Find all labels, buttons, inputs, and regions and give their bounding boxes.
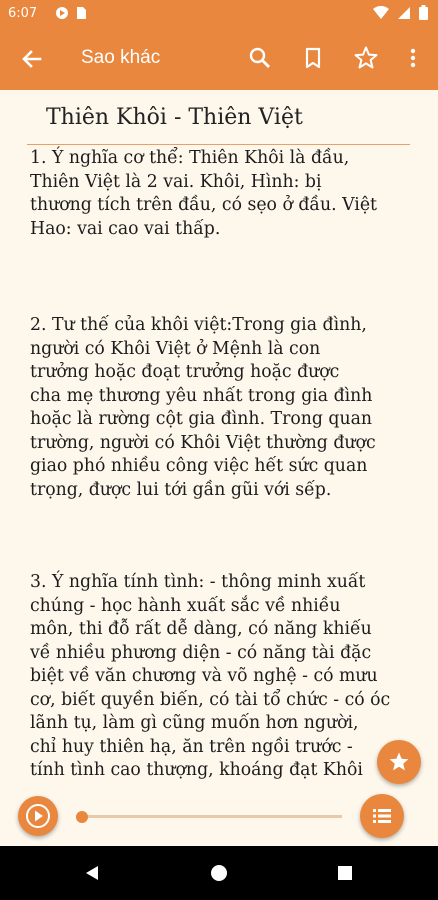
paragraph-2 [30, 314, 400, 502]
article-heading: Thiên Khôi - Thiên Việt [46, 105, 303, 130]
text-line: 2. Tư thế của khôi việt:Trong gia đình, [30, 315, 367, 335]
text-line: trọng, được lui tới gần gũi với sếp. [30, 479, 332, 500]
star-filled-icon [387, 750, 411, 778]
list-icon [371, 805, 393, 831]
text-line: trưởng hoặc đoạt trưởng hoặc được [30, 362, 340, 382]
signal-icon [397, 6, 411, 24]
text-line: 1. Ý nghĩa cơ thể: Thiên Khôi là đầu, [30, 148, 350, 168]
progress-track [76, 815, 342, 818]
text-line: về nhiều phương diện - có năng tài đặc [30, 642, 372, 663]
back-arrow-icon[interactable] [18, 45, 46, 73]
text-line: 3. Ý nghĩa tính tình: - thông minh xuất [30, 572, 366, 592]
progress-thumb[interactable] [76, 811, 88, 823]
text-line: tính tình cao thượng, khoáng đạt Khôi [30, 760, 363, 780]
text-line: Thiên Việt là 2 vai. Khôi, Hình: bị [30, 171, 322, 192]
text-line: chúng - học hành xuất sắc về nhiều [30, 595, 341, 616]
play-icon [23, 801, 53, 835]
chapter-list-button[interactable] [360, 794, 404, 838]
text-line: lãnh tụ, làm gì cũng muốn hơn người, [30, 713, 359, 733]
paragraph-1 [30, 147, 400, 241]
audio-player [0, 790, 438, 846]
battery-icon [419, 5, 428, 24]
more-icon[interactable] [399, 44, 427, 72]
nav-recents-icon[interactable] [336, 864, 354, 886]
progress-slider[interactable] [76, 814, 342, 820]
text-line: trường, người có Khôi Việt thường được [30, 432, 376, 453]
system-nav-bar [0, 846, 438, 900]
text-line: thương tích trên đầu, có sẹo ở đầu. Việt [30, 195, 378, 215]
status-bar [0, 0, 438, 28]
text-line: Hao: vai cao vai thấp. [30, 218, 221, 239]
star-icon[interactable] [352, 44, 380, 72]
text-line: chỉ huy thiên hạ, ăn trên ngồi trước - [30, 736, 353, 757]
text-line: biệt về văn chương và võ nghệ - có mưu [30, 666, 378, 686]
play-button[interactable] [18, 796, 58, 836]
article-content [0, 90, 438, 790]
bookmark-icon[interactable] [299, 44, 327, 72]
app-icon [55, 6, 69, 24]
paragraph-3 [30, 571, 400, 783]
nav-home-icon[interactable] [210, 864, 228, 886]
heading-divider [27, 144, 410, 145]
favorite-fab[interactable] [377, 740, 421, 784]
app-bar [0, 28, 438, 90]
text-line: hoặc là rường cột gia đình. Trong quan [30, 409, 373, 429]
app-bar-title: Sao khác [81, 47, 161, 68]
text-line: cha mẹ thương yêu nhất trong gia đình [30, 385, 373, 406]
nav-back-icon[interactable] [83, 864, 101, 886]
text-line: cơ, biết quyền biến, có tài tổ chức - có óc [30, 689, 391, 710]
wifi-icon [373, 6, 389, 24]
status-time: 6:07 [8, 6, 38, 21]
search-icon[interactable] [246, 44, 274, 72]
text-line: người có Khôi Việt ở Mệnh là con [30, 338, 321, 359]
text-line: môn, thi đỗ rất dễ dàng, có năng khiếu [30, 619, 372, 639]
file-icon [75, 6, 87, 24]
text-line: giao phó nhiều công việc hết sức quan [30, 456, 368, 476]
